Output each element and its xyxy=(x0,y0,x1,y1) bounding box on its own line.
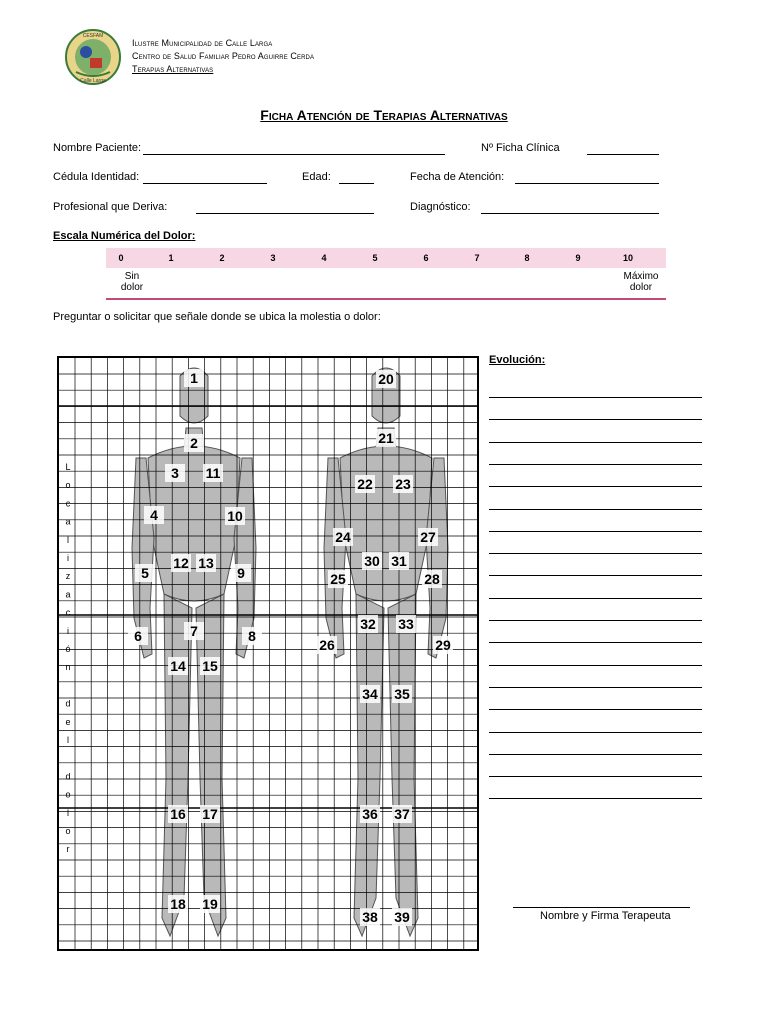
back-zone-number: 27 xyxy=(420,529,436,545)
evolucion-line[interactable] xyxy=(489,732,702,733)
label-nombre-paciente: Nombre Paciente: xyxy=(53,142,142,154)
municipal-logo xyxy=(64,28,122,86)
back-zone-number: 23 xyxy=(395,476,411,492)
front-zone-number: 15 xyxy=(202,658,218,674)
scale-number: 8 xyxy=(524,253,530,263)
front-zone-number: 3 xyxy=(171,465,179,481)
vertical-label-letter: d xyxy=(65,698,71,709)
back-zone-number: 29 xyxy=(435,637,451,653)
input-profesional[interactable] xyxy=(196,213,374,214)
vertical-label-letter: d xyxy=(65,771,71,782)
body-silhouette-part xyxy=(340,446,432,601)
evolucion-line[interactable] xyxy=(489,575,702,576)
scale-number: 2 xyxy=(219,253,225,263)
label-cedula: Cédula Identidad: xyxy=(53,171,140,183)
vertical-label-letter: l xyxy=(67,735,69,745)
back-zone-number: 34 xyxy=(362,686,378,702)
vertical-label-letter: l xyxy=(67,534,69,545)
vertical-label-letter: n xyxy=(65,662,71,673)
evolucion-line[interactable] xyxy=(489,798,702,799)
evolucion-line[interactable] xyxy=(489,754,702,755)
evolucion-line[interactable] xyxy=(489,486,702,487)
scale-max-label: Máximo dolor xyxy=(623,271,659,293)
front-zone-number: 5 xyxy=(141,565,149,581)
front-zone-number: 18 xyxy=(170,896,186,912)
front-zone-number: 8 xyxy=(248,628,256,644)
front-body-figure xyxy=(132,368,256,936)
back-zone-number: 24 xyxy=(335,529,351,545)
header-health-center: Centro de Salud Familiar Pedro Aguirre Cerda xyxy=(132,51,315,61)
evolucion-heading: Evolución: xyxy=(489,354,546,366)
label-edad: Edad: xyxy=(302,171,331,183)
evolucion-line[interactable] xyxy=(489,397,702,398)
vertical-label-letter: i xyxy=(67,553,69,563)
pain-scale-heading: Escala Numérica del Dolor: xyxy=(53,230,196,242)
scale-min-label: Sin dolor xyxy=(120,271,144,293)
input-nombre-paciente[interactable] xyxy=(143,154,445,155)
evolucion-line[interactable] xyxy=(489,509,702,510)
back-zone-number: 28 xyxy=(424,571,440,587)
vertical-label-letter: o xyxy=(65,480,71,491)
label-diagnostico: Diagnóstico: xyxy=(410,201,471,213)
instruction-text: Preguntar o solicitar que señale donde se ubica la molestia o dolor: xyxy=(53,311,381,323)
label-ficha-clinica: Nº Ficha Clínica xyxy=(481,142,560,154)
input-ficha-clinica[interactable] xyxy=(587,154,659,155)
evolucion-line[interactable] xyxy=(489,620,702,621)
header-municipality: Ilustre Municipalidad de Calle Larga xyxy=(132,38,273,48)
evolucion-line[interactable] xyxy=(489,642,702,643)
front-zone-number: 17 xyxy=(202,806,218,822)
back-zone-number: 20 xyxy=(378,371,394,387)
label-profesional: Profesional que Deriva: xyxy=(53,201,168,213)
signature-line[interactable] xyxy=(513,907,690,908)
vertical-label-letter: e xyxy=(65,716,71,727)
front-zone-number: 19 xyxy=(202,896,218,912)
scale-number: 4 xyxy=(321,253,327,263)
pain-scale xyxy=(106,248,666,300)
back-zone-number: 21 xyxy=(378,430,394,446)
front-zone-number: 16 xyxy=(170,806,186,822)
evolucion-line[interactable] xyxy=(489,531,702,532)
evolucion-line[interactable] xyxy=(489,776,702,777)
front-zone-number: 4 xyxy=(150,507,158,523)
vertical-label-letter: r xyxy=(66,844,70,855)
front-zone-number: 14 xyxy=(170,658,186,674)
scale-number: 9 xyxy=(575,253,581,263)
input-fecha-atencion[interactable] xyxy=(515,183,659,184)
vertical-label-letter: i xyxy=(67,625,69,636)
front-zone-number: 11 xyxy=(205,465,221,481)
front-zone-number: 1 xyxy=(190,370,198,386)
back-zone-number: 25 xyxy=(330,571,346,587)
front-zone-number: 10 xyxy=(227,508,243,524)
signature-label: Nombre y Firma Terapeuta xyxy=(540,910,671,922)
back-zone-number: 36 xyxy=(362,806,378,822)
body-silhouette-part xyxy=(354,594,384,936)
body-silhouette-part xyxy=(196,594,226,936)
header-program: Terapias Alternativas xyxy=(132,64,214,74)
logo-text-bottom: Calle Larga xyxy=(80,78,106,84)
back-zone-number: 32 xyxy=(360,616,376,632)
evolucion-line[interactable] xyxy=(489,464,702,465)
front-zone-number: 7 xyxy=(190,623,198,639)
vertical-label-letter: o xyxy=(65,789,71,800)
form-title: Ficha Atención de Terapias Alternativas xyxy=(260,107,508,123)
body-map-chart[interactable] xyxy=(57,356,479,951)
input-diagnostico[interactable] xyxy=(481,213,659,214)
body-silhouette-part xyxy=(388,594,418,936)
evolucion-line[interactable] xyxy=(489,598,702,599)
evolucion-line[interactable] xyxy=(489,442,702,443)
scale-number: 3 xyxy=(270,253,276,263)
evolucion-line[interactable] xyxy=(489,687,702,688)
back-zone-number: 26 xyxy=(319,637,335,653)
front-zone-number: 2 xyxy=(190,435,198,451)
front-zone-number: 9 xyxy=(237,565,245,581)
evolucion-line[interactable] xyxy=(489,553,702,554)
evolucion-line[interactable] xyxy=(489,665,702,666)
vertical-label-letter: l xyxy=(67,807,69,818)
back-zone-number: 35 xyxy=(394,686,410,702)
vertical-label-letter: o xyxy=(65,826,71,836)
vertical-label-letter: L xyxy=(65,462,71,472)
evolucion-line[interactable] xyxy=(489,709,702,710)
scale-number: 10 xyxy=(622,253,633,263)
scale-number: 7 xyxy=(474,253,480,263)
front-zone-number: 12 xyxy=(173,555,189,571)
vertical-label-letter: c xyxy=(65,607,71,618)
back-zone-number: 30 xyxy=(364,553,380,569)
vertical-label-letter: a xyxy=(65,589,71,600)
scale-number: 0 xyxy=(118,253,124,263)
back-zone-number: 38 xyxy=(362,909,378,925)
body-silhouette-part xyxy=(162,594,192,936)
scale-number: 5 xyxy=(372,253,378,263)
back-zone-number: 37 xyxy=(394,806,410,822)
logo-text-top: CESFAM xyxy=(82,33,104,39)
label-fecha-atencion: Fecha de Atención: xyxy=(410,171,505,183)
input-cedula[interactable] xyxy=(143,183,267,184)
vertical-label-letter: ó xyxy=(65,644,71,654)
back-zone-number: 31 xyxy=(391,553,407,569)
back-zone-number: 22 xyxy=(357,476,373,492)
vertical-label-letter: z xyxy=(65,571,71,582)
input-edad[interactable] xyxy=(339,183,374,184)
scale-number: 6 xyxy=(423,253,429,263)
front-zone-number: 13 xyxy=(198,555,214,571)
back-zone-number: 39 xyxy=(394,909,410,925)
body-map-grid xyxy=(59,358,477,949)
evolucion-line[interactable] xyxy=(489,419,702,420)
front-zone-number: 6 xyxy=(134,628,142,644)
vertical-label-letter: a xyxy=(65,516,71,527)
back-body-figure xyxy=(324,368,448,936)
vertical-label-letter: c xyxy=(65,498,71,509)
back-zone-number: 33 xyxy=(398,616,414,632)
scale-number: 1 xyxy=(168,253,174,263)
